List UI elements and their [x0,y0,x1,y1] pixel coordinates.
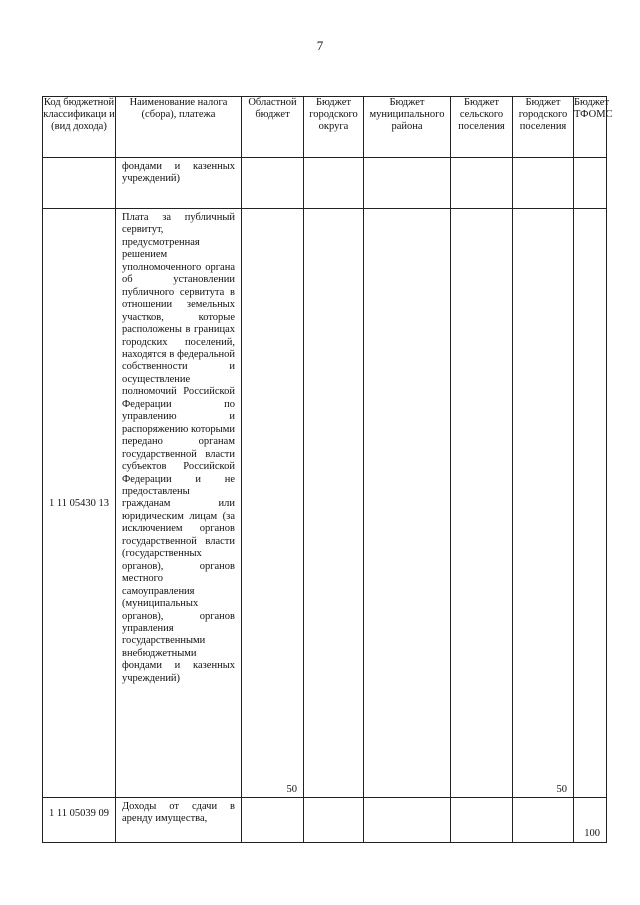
row-code: 1 11 05039 09 [43,798,116,843]
row-city-district-value [304,158,364,209]
row-rural-settlement-value [451,209,513,798]
budget-distribution-table [42,96,613,843]
row-name-cell [116,209,242,798]
header-urban-settlement-budget: Бюджет городского поселения [513,97,574,158]
row-tfoms-value [574,158,607,209]
row-name: Плата за публичный сервитут, предусмотренная решением уполномоченного органа об установлении публичного сервитута в отношении земельных участков, которые расположены в границах городских поселений, находятся в федеральной собственности и осуществление полномочий Российской Федерации по управлению и распоряжению которыми передано органам государственной власти субъектов Российской Федерации и не предоставлены гражданам или юридическим лицам (за исключением органов государственной власти (государственных органов), органов местного самоуправления (муниципальных органов), органов управления государственными внебюджетными фондами и казенных учреждений) [122,212,235,684]
row-tfoms-value: 100 [574,798,607,843]
header-name: Наименование налога (сбора), платежа [116,97,242,158]
table-row [43,158,607,209]
header-city-district-budget: Бюджет городского округа [304,97,364,158]
table-header-row [43,97,607,158]
row-regional-value: 50 [242,209,304,798]
row-code [43,158,116,209]
header-code: Код бюджетной классификаци и (вид дохода) [43,97,116,158]
header-regional-budget: Областной бюджет [242,97,304,158]
row-regional-value [242,798,304,843]
row-municipal-district-value [364,798,451,843]
row-municipal-district-value [364,158,451,209]
row-rural-settlement-value [451,798,513,843]
table-row [43,209,607,798]
row-regional-value [242,158,304,209]
row-name: фондами и казенных учреждений) [122,161,235,185]
row-municipal-district-value [364,209,451,798]
row-code: 1 11 05430 13 [43,209,116,798]
header-rural-settlement-budget: Бюджет сельского поселения [451,97,513,158]
row-name-cell [116,798,242,843]
row-tfoms-value [574,209,607,798]
row-city-district-value [304,798,364,843]
table-row [43,798,607,843]
row-city-district-value [304,209,364,798]
row-name-cell [116,158,242,209]
row-rural-settlement-value [451,158,513,209]
row-urban-settlement-value [513,158,574,209]
row-urban-settlement-value [513,798,574,843]
row-name: Доходы от сдачи в аренду имущества, [122,801,235,825]
page-number: 7 [316,38,324,53]
header-tfoms-budget: Бюджет ТФОМС [574,97,607,158]
header-municipal-district-budget: Бюджет муниципального района [364,97,451,158]
row-urban-settlement-value: 50 [513,209,574,798]
